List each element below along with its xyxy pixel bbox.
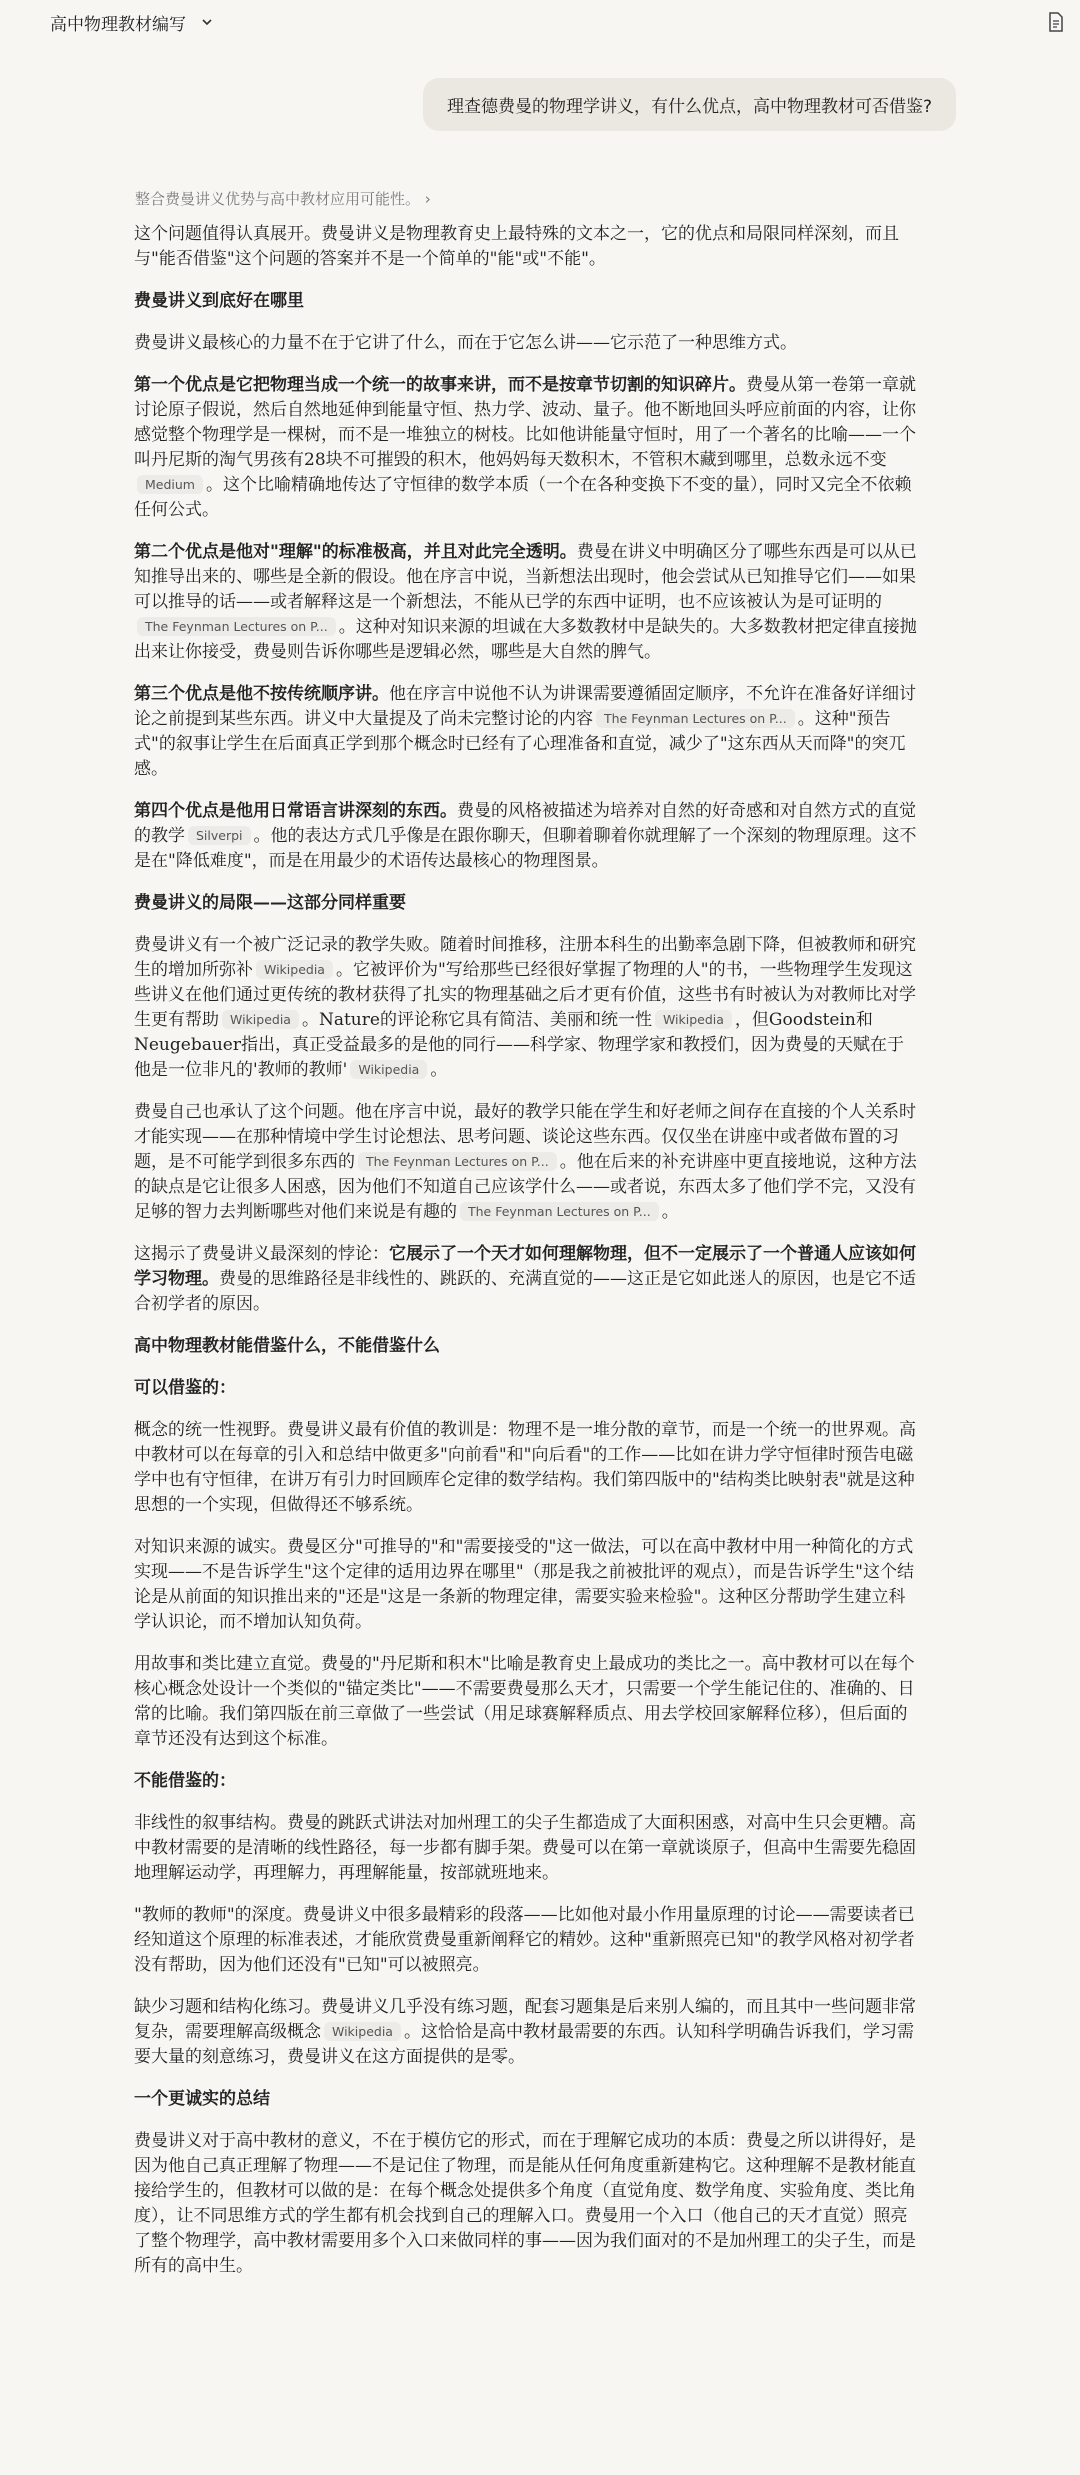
paragraph-text: 。这种对知识来源的坦诚在大多数教材中是缺失的。大多数教材把定律直接抛出来让你接受，费曼则告诉你哪些是逻辑必然，哪些是大自然的脾气。 <box>134 617 917 662</box>
conversation-title: 高中物理教材编写 <box>50 14 186 35</box>
answer-paragraph <box>134 682 920 782</box>
citation-chip[interactable]: The Feynman Lectures on P... <box>358 1152 557 1171</box>
section-heading: 费曼讲义的局限——这部分同样重要 <box>134 893 406 913</box>
paragraph-text: 。他在后来的补充讲座中更直接地说，这种方法的缺点是它让很多人困惑，因为他们不知道自己应该学什么——或者说，东西太多了他们学不完，又没有足够的智力去判断哪些对他们来说是有趣的 <box>134 1152 917 1222</box>
paragraph-text: 。Nature的评论称它具有简洁、美丽和统一性 <box>301 1010 652 1030</box>
paragraph-text: 。这种"预告式"的叙事让学生在后面真正学到那个概念时已经有了心理准备和直觉，减少了"这东西从天而降"的突兀感。 <box>134 709 906 779</box>
answer-paragraph: 费曼讲义最核心的力量不在于它讲了什么，而在于它怎么讲——它示范了一种思维方式。 <box>134 333 797 353</box>
paragraph-text: 。 <box>430 1060 448 1080</box>
paragraph-text: 。这恰恰是高中教材最需要的东西。认知科学明确告诉我们，学习需要大量的刻意练习，费曼讲义在这方面提供的是零。 <box>134 2022 914 2067</box>
user-message: 理查德费曼的物理学讲义，有什么优点，高中物理教材可否借鉴? <box>423 78 956 131</box>
answer-paragraph: 概念的统一性视野。费曼讲义最有价值的教训是：物理不是一堆分散的章节，而是一个统一的世界观。高中教材可以在每章的引入和总结中做更多"向前看"和"向后看"的工作——比如在讲力学守恒律时预告电磁学中也有守恒律，在讲万有引力时回顾库仑定律的数学结构。我们第四版中的"结构类比映射表"就是这种思想的一个实现，但做得还不够系统。 <box>134 1420 916 1515</box>
citation-chip[interactable]: The Feynman Lectures on P... <box>460 1202 659 1221</box>
subsection-heading: 可以借鉴的： <box>134 1378 236 1398</box>
answer-intro: 这个问题值得认真展开。费曼讲义是物理教育史上最特殊的文本之一，它的优点和局限同样深刻，而且与"能否借鉴"这个问题的答案并不是一个简单的"能"或"不能"。 <box>134 224 899 269</box>
paragraph-text: ，但Goodstein和Neugebauer指出，真正受益最多的是他的同行——科学家、物理学家和教授们，因为费曼的天赋在于他是一位非凡的'教师的教师' <box>134 1010 904 1080</box>
section-heading: 费曼讲义到底好在哪里 <box>134 291 304 311</box>
paragraph-text: 。 <box>661 1202 679 1222</box>
paragraph-text: 费曼的思维路径是非线性的、跳跃的、充满直觉的——这正是它如此迷人的原因，也是它不适合初学者的原因。 <box>134 1269 916 1314</box>
emphasis: 第三个优点是他不按传统顺序讲。 <box>134 684 389 704</box>
citation-chip[interactable]: Silverpi <box>188 826 251 845</box>
answer-paragraph: 费曼讲义对于高中教材的意义，不在于模仿它的形式，而在于理解它成功的本质：费曼之所以讲得好，是因为他自己真正理解了物理——不是记住了物理，而是能从任何角度重新建构它。这种理解不是教材能直接给学生的，但教材可以做的是：在每个概念处提供多个角度（直觉角度、数学角度、实验角度、类比角度），让不同思维方式的学生都有机会找到自己的理解入口。费曼用一个入口（他自己的天才直觉）照亮了整个物理学，高中教材需要用多个入口来做同样的事——因为我们面对的不是加州理工的尖子生，而是所有的高中生。 <box>134 2131 916 2276</box>
paragraph-text: 费曼的风格被描述为培养对自然的好奇感和对自然方式的直觉的教学 <box>134 801 916 846</box>
emphasis: 它展示了一个天才如何理解物理，但不一定展示了一个普通人应该如何学习物理。 <box>134 1244 916 1289</box>
answer-paragraph <box>134 1995 920 2070</box>
section-heading: 一个更诚实的总结 <box>134 2089 270 2109</box>
citation-chip[interactable]: Wikipedia <box>350 1060 427 1079</box>
emphasis: 第四个优点是他用日常语言讲深刻的东西。 <box>134 801 457 821</box>
paragraph-text: 缺少习题和结构化练习。费曼讲义几乎没有练习题，配套习题集是后来别人编的，而且其中一些问题非常复杂，需要理解高级概念 <box>134 1997 916 2042</box>
conversation-title-menu[interactable] <box>50 10 214 35</box>
answer-paragraph <box>134 1242 920 1317</box>
answer-paragraph <box>134 540 920 665</box>
paragraph-text: 这揭示了费曼讲义最深刻的悖论： <box>134 1244 389 1264</box>
answer-paragraph <box>134 799 920 874</box>
emphasis: 第二个优点是他对"理解"的标准极高，并且对此完全透明。 <box>134 542 577 562</box>
citation-chip[interactable]: Wikipedia <box>256 960 333 979</box>
document-icon[interactable] <box>1044 10 1068 34</box>
paragraph-text: 。它被评价为"写给那些已经很好掌握了物理的人"的书，一些物理学生发现这些讲义在他们通过更传统的教材获得了扎实的物理基础之后才更有价值，这些书有时被认为对教师比对学生更有帮助 <box>134 960 916 1030</box>
paragraph-text: 他在序言中说他不认为讲课需要遵循固定顺序，不允许在准备好详细讨论之前提到某些东西。讲义中大量提及了尚未完整讨论的内容 <box>134 684 916 729</box>
subsection-heading: 不能借鉴的： <box>134 1771 236 1791</box>
paragraph-text: 费曼在讲义中明确区分了哪些东西是可以从已知推导出来的、哪些是全新的假设。他在序言中说，当新想法出现时，他会尝试从已知推导它们——如果可以推导的话——或者解释这是一个新想法，不能从已学的东西中证明，也不应该被认为是可证明的 <box>134 542 917 612</box>
paragraph-text: 费曼讲义有一个被广泛记录的教学失败。随着时间推移，注册本科生的出勤率急剧下降，但被教师和研究生的增加所弥补 <box>134 935 916 980</box>
thinking-summary-toggle[interactable]: 整合费曼讲义优势与高中教材应用可能性。 › <box>135 190 431 208</box>
citation-chip[interactable]: The Feynman Lectures on P... <box>596 709 795 728</box>
answer-paragraph: 用故事和类比建立直觉。费曼的"丹尼斯和积木"比喻是教育史上最成功的类比之一。高中教材可以在每个核心概念处设计一个类似的"锚定类比"——不需要费曼那么天才，只需要一个学生能记住的、准确的、日常的比喻。我们第四版在前三章做了一些尝试（用足球赛解释质点、用去学校回家解释位移），但后面的章节还没有达到这个标准。 <box>134 1654 915 1749</box>
answer-paragraph <box>134 373 920 523</box>
answer-paragraph: 非线性的叙事结构。费曼的跳跃式讲法对加州理工的尖子生都造成了大面积困惑，对高中生只会更糟。高中教材需要的是清晰的线性路径，每一步都有脚手架。费曼可以在第一章就谈原子，但高中生需要先稳固地理解运动学，再理解力，再理解能量，按部就班地来。 <box>134 1813 916 1883</box>
answer-paragraph: "教师的教师"的深度。费曼讲义中很多最精彩的段落——比如他对最小作用量原理的讨论——需要读者已经知道这个原理的标准表述，才能欣赏费曼重新阐释它的精妙。这种"重新照亮已知"的教学风格对初学者没有帮助，因为他们还没有"已知"可以被照亮。 <box>134 1905 915 1975</box>
citation-chip[interactable]: Wikipedia <box>222 1010 299 1029</box>
chevron-down-icon <box>200 15 214 29</box>
top-bar <box>0 0 1080 44</box>
paragraph-text: 。他的表达方式几乎像是在跟你聊天，但聊着聊着你就理解了一个深刻的物理原理。这不是在"降低难度"，而是在用最少的术语传达最核心的物理图景。 <box>134 826 917 871</box>
answer-paragraph <box>134 1100 920 1225</box>
answer-paragraph <box>134 933 920 1083</box>
paragraph-text: 费曼从第一卷第一章就讨论原子假说，然后自然地延伸到能量守恒、热力学、波动、量子。他不断地回头呼应前面的内容，让你感觉整个物理学是一棵树，而不是一堆独立的树枝。比如他讲能量守恒时，用了一个著名的比喻——一个叫丹尼斯的淘气男孩有28块不可摧毁的积木，他妈妈每天数积木，不管积木藏到哪里，总数永远不变 <box>134 375 916 470</box>
citation-chip[interactable]: Wikipedia <box>655 1010 732 1029</box>
citation-chip[interactable]: The Feynman Lectures on P... <box>137 617 336 636</box>
citation-chip[interactable]: Medium <box>137 475 203 494</box>
assistant-answer <box>134 222 920 2296</box>
citation-chip[interactable]: Wikipedia <box>324 2022 401 2041</box>
paragraph-text: 费曼自己也承认了这个问题。他在序言中说，最好的教学只能在学生和好老师之间存在直接的个人关系时才能实现——在那种情境中学生讨论想法、思考问题、谈论这些东西。仅仅坐在讲座中或者做布置的习题，是不可能学到很多东西的 <box>134 1102 916 1172</box>
section-heading: 高中物理教材能借鉴什么，不能借鉴什么 <box>134 1336 440 1356</box>
answer-paragraph: 对知识来源的诚实。费曼区分"可推导的"和"需要接受的"这一做法，可以在高中教材中用一种简化的方式实现——不是告诉学生"这个定律的适用边界在哪里"（那是我之前被批评的观点），而是告诉学生"这个结论是从前面的知识推出来的"还是"这是一条新的物理定律，需要实验来检验"。这种区分帮助学生建立科学认识论，而不增加认知负荷。 <box>134 1537 914 1632</box>
emphasis: 第一个优点是它把物理当成一个统一的故事来讲，而不是按章节切割的知识碎片。 <box>134 375 746 395</box>
paragraph-text: 。这个比喻精确地传达了守恒律的数学本质（一个在各种变换下不变的量），同时又完全不依赖任何公式。 <box>134 475 912 520</box>
